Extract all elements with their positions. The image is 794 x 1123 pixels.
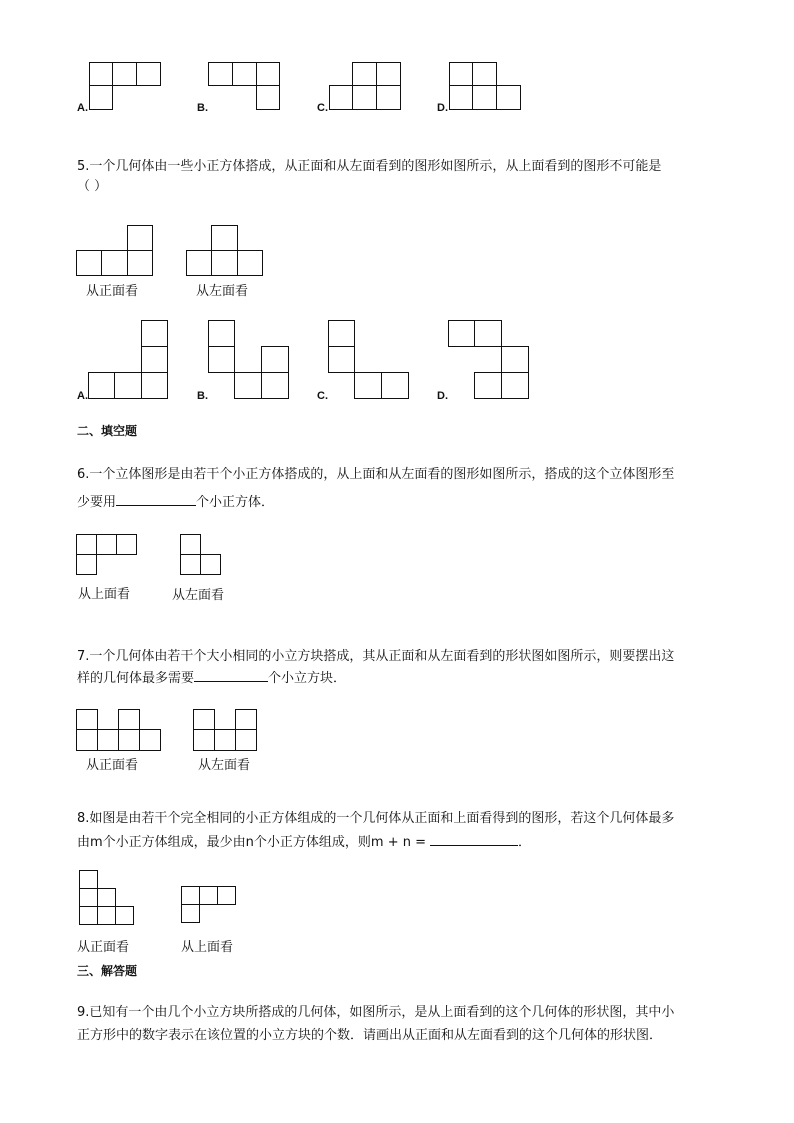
q5-left-view-figure [186,225,266,277]
q8-front-view-caption: 从正面看 [77,940,130,955]
q7-text-after-blank: 个小立方块． [268,671,347,686]
q5-option-c-figure [328,320,413,402]
q8-top-view-caption: 从上面看 [181,940,234,955]
q8-top-view-figure [181,886,241,928]
q5-option-c-label: C. [317,390,328,402]
q6-top-view-figure [76,534,140,578]
q8-front-view-figure [79,870,139,930]
q6-question-line2 [77,492,274,512]
q7-text-before-blank: 样的几何体最多需要 [77,671,195,686]
section-answer-heading: 三、解答题 [77,964,138,978]
q5-option-d-label: D. [437,390,448,402]
q5-front-view-figure [76,225,156,277]
q4-option-c-label: C. [317,102,328,114]
section-fill-in-heading: 二、填空题 [77,424,138,438]
q7-question-text: 7.一个几何体由若干个大小相同的小立方块搭成，其从正面和从左面看到的形状图如图所示，则要摆出这 [77,649,675,664]
q5-option-a-figure [88,320,173,402]
q8-text-before-blank: 由m个小正方体组成，最少由n个小正方体组成，则m + n = [77,835,426,850]
q9-question-text: 9.已知有一个由几个小立方块所搭成的几何体，如图所示，是从上面看到的这个几何体的形状图，其中小 [77,1005,675,1020]
q8-question-line2 [77,832,531,852]
q5-left-view-caption: 从左面看 [196,284,249,299]
q6-left-view-figure [180,534,224,578]
q7-question-line2 [77,668,346,688]
q5-question-text: 5.一个几何体由一些小正方体搭成，从正面和从左面看到的图形如图所示，从上面看到的图形不可能是 [77,159,662,174]
q6-text-before-blank: 少要用 [77,495,117,510]
q9-question-line2: 正方形中的数字表示在该位置的小立方块的个数．请画出从正面和从左面看到的这个几何体的形状图． [77,1028,663,1043]
q5-option-a-label: A. [77,390,88,402]
q4-figure-b [208,62,283,112]
q7-left-view-caption: 从左面看 [198,758,251,773]
q8-question-text: 8.如图是由若干个完全相同的小正方体组成的一个几何体从正面和上面看得到的图形，若这个几何体最多 [77,811,675,826]
q4-figure-d [449,62,524,112]
q4-option-b-label: B. [197,102,208,114]
q5-front-view-caption: 从正面看 [86,284,139,299]
q6-text-after-blank: 个小正方体． [196,495,275,510]
q5-answer-brackets: （ ） [77,179,108,194]
q4-option-d-label: D. [437,102,448,114]
q6-answer-blank[interactable] [116,492,196,506]
q8-answer-blank[interactable] [430,832,518,846]
q6-left-view-caption: 从左面看 [172,588,225,603]
q5-option-d-figure [448,320,533,402]
q4-figure-a [89,62,164,112]
q7-left-view-figure [193,709,261,753]
q5-option-b-label: B. [197,390,208,402]
q4-figure-c [329,62,404,112]
q6-question-text: 6.一个立体图形是由若干个小正方体搭成的，从上面和从左面看的图形如图所示，搭成的这个立体图形至 [77,467,675,482]
q7-front-view-caption: 从正面看 [86,758,139,773]
q8-text-after-blank: ． [518,835,532,850]
q4-option-a-label: A. [77,102,88,114]
q7-front-view-figure [76,709,164,753]
q6-top-view-caption: 从上面看 [78,587,131,602]
q5-option-b-figure [208,320,293,402]
q7-answer-blank[interactable] [194,668,268,682]
